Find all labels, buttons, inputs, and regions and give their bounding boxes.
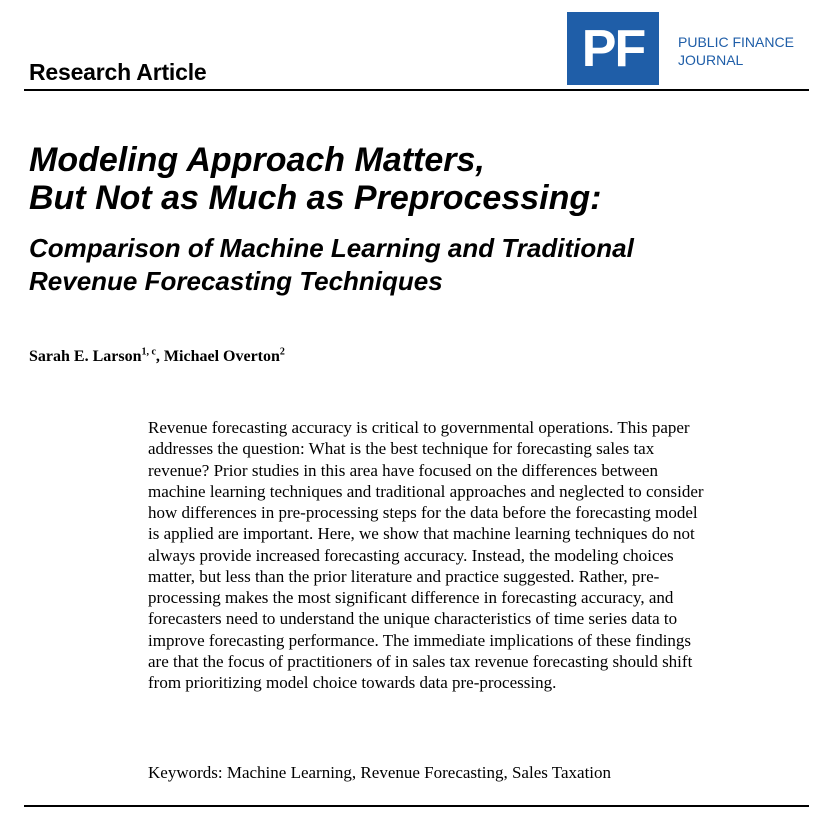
- author-affiliation: 2: [279, 346, 285, 358]
- logo-mark: PF: [581, 19, 645, 78]
- abstract-line: from prioritizing model choice towards data pre-processing.: [148, 673, 557, 692]
- abstract-line: revenue? Prior studies in this area have focused on the differences between: [148, 460, 658, 480]
- title-line: Modeling Approach Matters,: [29, 141, 485, 179]
- footer-divider: [24, 805, 809, 807]
- abstract-line: always provide increased forecasting accuracy. Instead, the modeling choices: [148, 545, 674, 565]
- journal-name[interactable]: [678, 33, 794, 69]
- subtitle-line: Revenue Forecasting Techniques: [29, 266, 443, 296]
- journal-logo[interactable]: [567, 12, 659, 85]
- subtitle-line: Comparison of Machine Learning and Traditional: [29, 233, 634, 263]
- abstract-line: are that the focus of practitioners of in sales tax revenue forecasting should shift: [148, 651, 693, 671]
- abstract-line: how differences in pre-processing steps for the data before the forecasting model: [148, 503, 698, 522]
- journal-name-line2: JOURNAL: [678, 52, 744, 68]
- author-separator: ,: [155, 348, 164, 365]
- abstract: [148, 417, 810, 693]
- abstract-line: Revenue forecasting accuracy is critical to governmental operations. This paper: [148, 418, 690, 437]
- title-line: But Not as Much as Preprocessing:: [29, 179, 602, 217]
- abstract-line: addresses the question: What is the best technique for forecasting sales tax: [148, 439, 655, 459]
- article-subtitle: [29, 232, 819, 298]
- author-name[interactable]: Sarah E. Larson: [29, 348, 142, 365]
- abstract-line: forecasters need to understand the unique characteristics of time series data to: [148, 609, 678, 629]
- abstract-line: is applied are important. Here, we show that machine learning techniques do not: [148, 524, 695, 544]
- author-name[interactable]: Michael Overton: [163, 348, 280, 365]
- article-type-label: Research Article: [29, 59, 207, 85]
- author-list: [29, 347, 285, 367]
- article-title: [29, 141, 819, 217]
- abstract-line: improve forecasting performance. The immediate implications of these findings: [148, 630, 692, 650]
- author-affiliation: 1, c: [141, 346, 156, 358]
- keywords: Keywords: Machine Learning, Revenue Forecasting, Sales Taxation: [148, 763, 612, 782]
- abstract-line: processing makes the most significant difference in forecasting accuracy, and: [148, 588, 674, 607]
- abstract-line: machine learning techniques and traditional approaches and neglected to consider: [148, 481, 704, 501]
- header-divider: [24, 89, 809, 91]
- abstract-line: matter, but less than the prior literature and practice suggested. Rather, pre-: [148, 566, 660, 586]
- journal-name-line1: PUBLIC FINANCE: [678, 34, 794, 50]
